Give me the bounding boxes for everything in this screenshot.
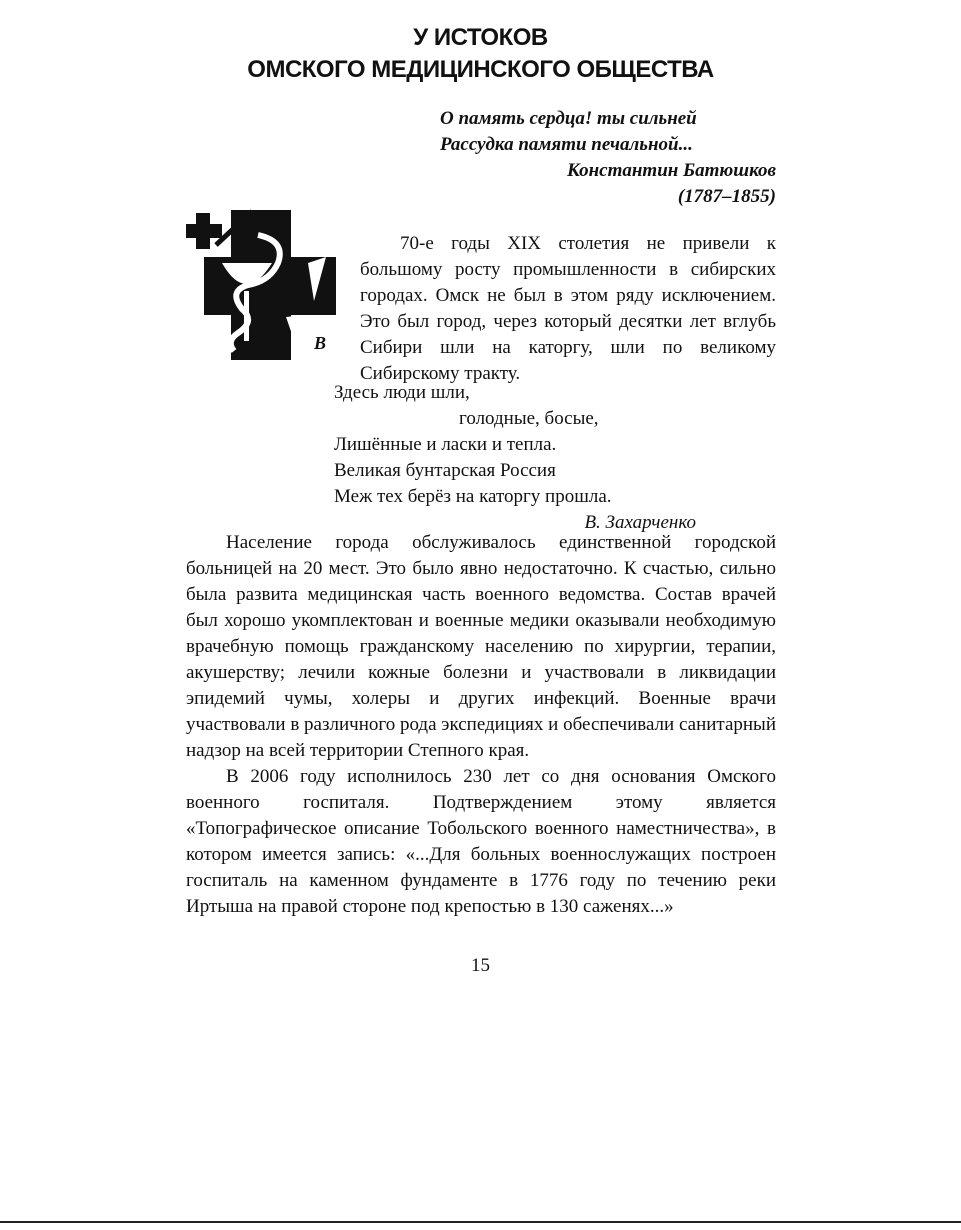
poem-line-2: голодные, босые, — [459, 408, 599, 429]
epigraph-line-1: О память сердца! ты сильней — [440, 108, 697, 129]
intro-text: 70-е годы XIX столетия не привели к большому росту промышленности в сибирских городах. Омск не был в этом ряду исключением. Это был город, через который десятки лет вглубь Сибири шли на каторгу, шли по великому Сибирскому тракту. — [360, 233, 776, 384]
poem-author: В. Захарченко — [584, 512, 696, 533]
emblem-mark: В — [314, 333, 327, 353]
poem-line-3: Лишённые и ласки и тепла. — [334, 434, 557, 455]
poem-line-4: Великая бунтарская Россия — [334, 460, 556, 481]
poem-line-5: Меж тех берёз на каторгу прошла. — [334, 486, 612, 507]
title-line-1: У ИСТОКОВ — [413, 24, 548, 51]
intro-paragraph — [360, 231, 776, 387]
body-text — [186, 530, 776, 920]
epigraph — [440, 106, 776, 210]
cross-caduceus-emblem-icon — [186, 205, 336, 365]
paragraph-2: В 2006 году исполнилось 230 лет со дня основания Омского военного госпиталя. Подтверждением этому является «Топографическое описание Тобольского военного наместничества», в котором имеется запись: «...Для больных военнослужащих построен госпиталь на каменном фундаменте в 1776 году по течению реки Иртыша на правой стороне под крепостью в 130 саженях...» — [186, 766, 776, 917]
epigraph-line-2: Рассудка памяти печальной... — [440, 134, 693, 155]
poem — [334, 380, 776, 536]
scan-edge-divider — [0, 1221, 961, 1223]
epigraph-author: Константин Батюшков — [566, 160, 776, 181]
page-number: 15 — [471, 955, 490, 976]
epigraph-years: (1787–1855) — [677, 186, 776, 207]
poem-line-1: Здесь люди шли, — [334, 382, 470, 403]
title-line-2: ОМСКОГО МЕДИЦИНСКОГО ОБЩЕСТВА — [247, 56, 714, 83]
paragraph-1: Население города обслуживалось единственной городской больницей на 20 мест. Это было явно недостаточно. К счастью, сильно была развита медицинская часть военного ведомства. Состав врачей был хорошо укомплектован и военные медики оказывали необходимую врачебную помощь гражданскому населению по хирургии, терапии, акушерству; лечили кожные болезни и участвовали в ликвидации эпидемий чумы, холеры и других инфекций. Военные врачи участвовали в различного рода экспедициях и обеспечивали санитарный надзор на всей территории Степного края. — [186, 532, 776, 761]
